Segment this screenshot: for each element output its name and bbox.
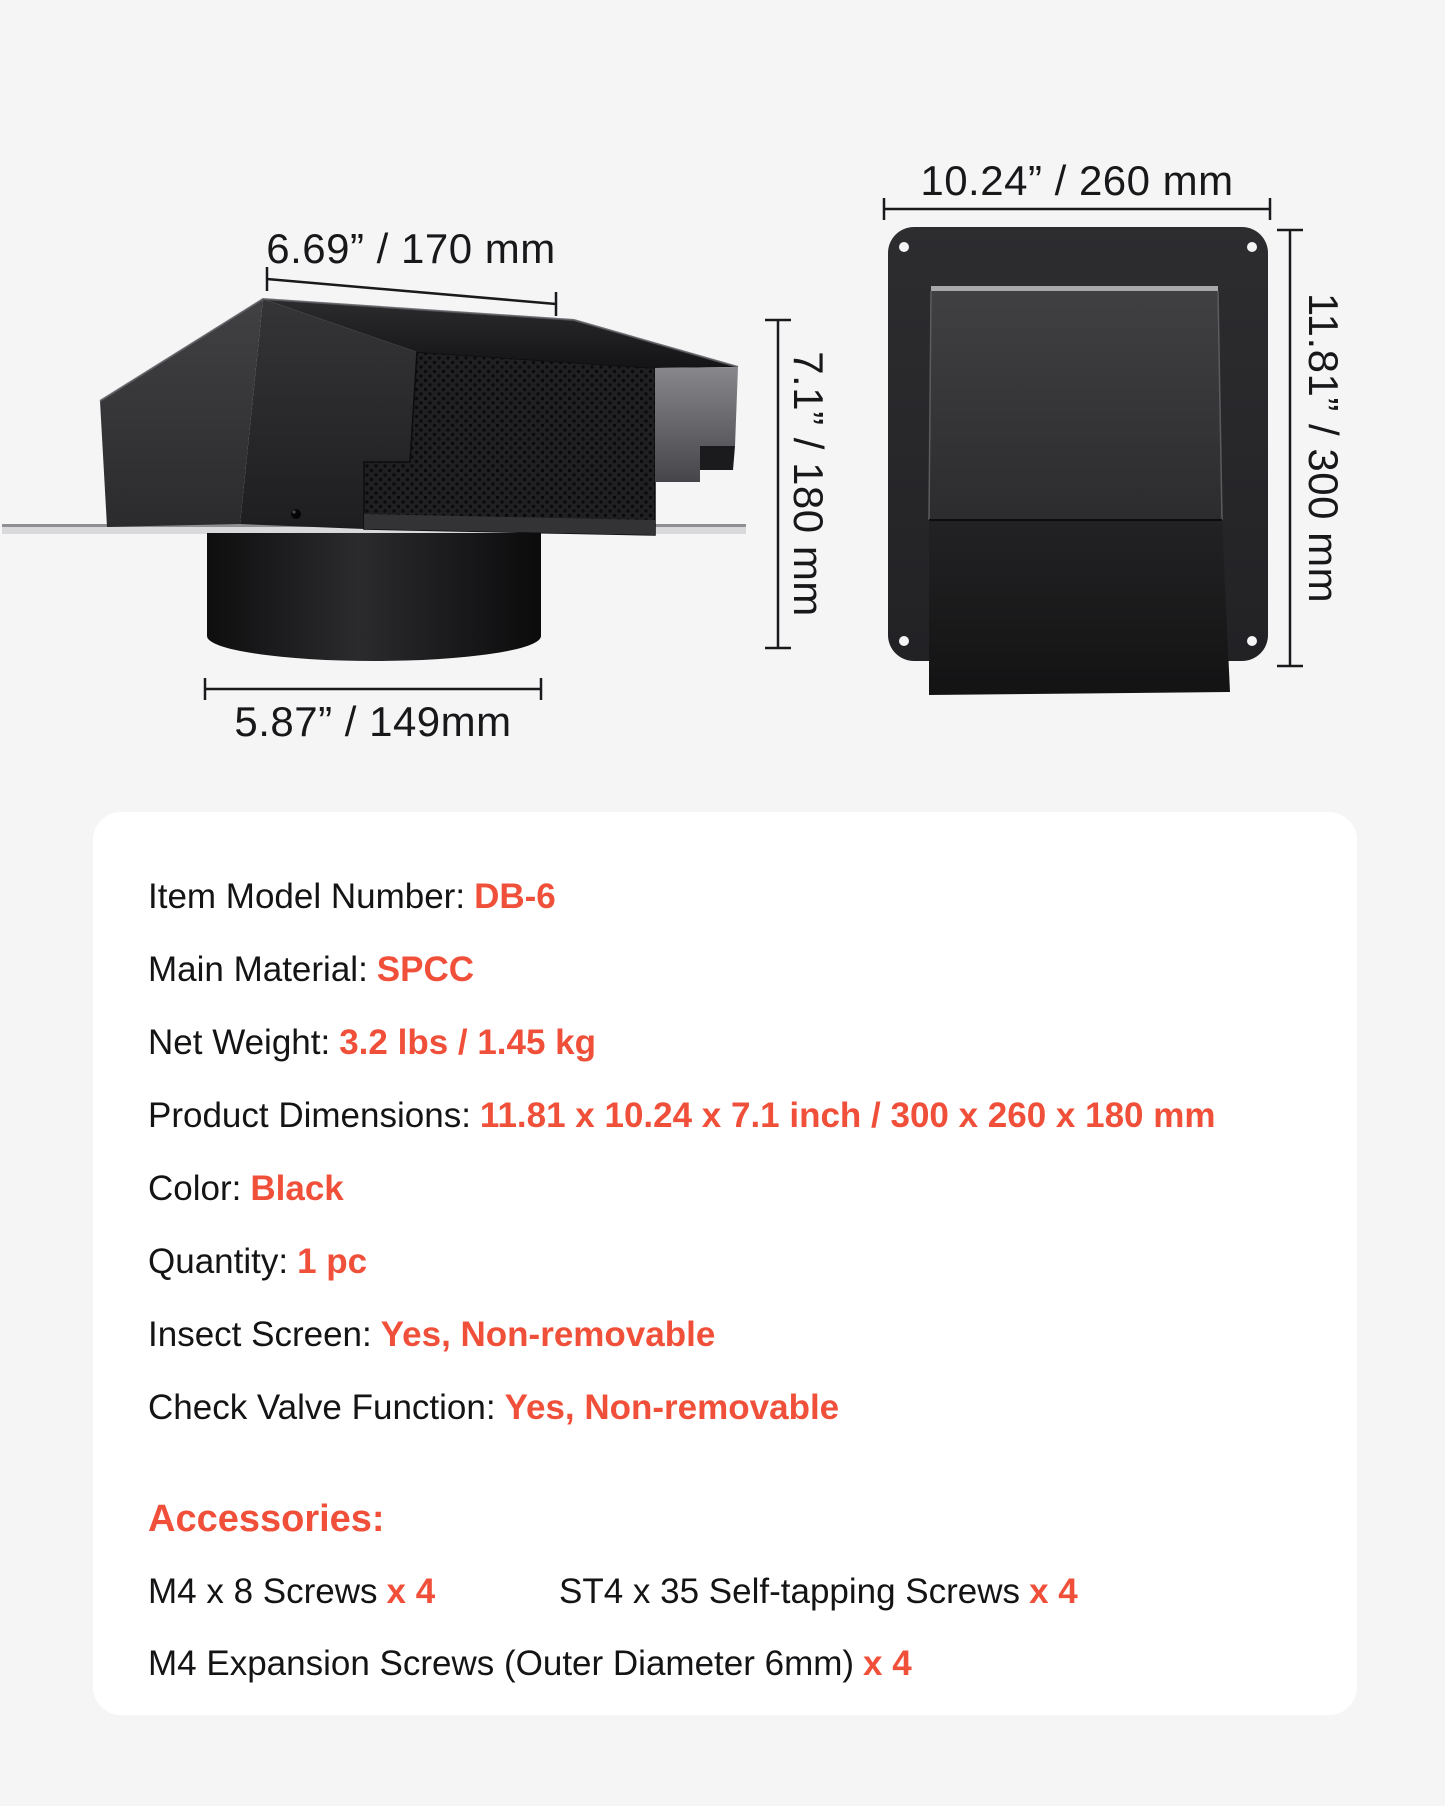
spec-row-model: [148, 876, 556, 918]
dim-label-cap-height: 7.1” / 180 mm: [785, 351, 832, 617]
accessory-label: M4 Expansion Screws (Outer Diameter 6mm): [148, 1644, 855, 1683]
spec-row-material: [148, 949, 474, 991]
spec-label: Item Model Number:: [148, 877, 466, 916]
dim-label-duct-diameter: 5.87” / 149mm: [234, 698, 512, 745]
accessories-heading: Accessories:: [148, 1498, 385, 1540]
accessory-count: x 4: [386, 1572, 436, 1611]
spec-row-color: [148, 1168, 344, 1210]
spec-label: Product Dimensions:: [148, 1096, 471, 1135]
spec-value: 1 pc: [297, 1242, 368, 1281]
spec-row-insect-screen: [148, 1314, 715, 1356]
accessory-label: ST4 x 35 Self-tapping Screws: [559, 1572, 1021, 1611]
accessory-count: x 4: [1029, 1572, 1078, 1611]
dim-label-plate-width: 10.24” / 260 mm: [920, 157, 1234, 204]
spec-value: Yes, Non-removable: [380, 1315, 716, 1354]
dim-label-cap-width: 6.69” / 170 mm: [266, 225, 556, 272]
dim-label-plate-height: 11.81” / 300 mm: [1300, 292, 1347, 604]
accessory-m4-screws: [148, 1571, 435, 1613]
spec-row-quantity: [148, 1241, 367, 1283]
back-plate-front-illustration: [888, 227, 1268, 695]
spec-label: Main Material:: [148, 950, 368, 989]
spec-card: [93, 812, 1357, 1715]
spec-value: Black: [250, 1169, 344, 1208]
spec-value: SPCC: [376, 950, 475, 989]
spec-row-check-valve: [148, 1387, 839, 1429]
accessory-st4-screws: [559, 1571, 1078, 1613]
spec-value: DB-6: [474, 877, 556, 916]
vent-cap-side-illustration: [2, 299, 746, 661]
spec-value: 3.2 lbs / 1.45 kg: [339, 1023, 597, 1062]
spec-value: Yes, Non-removable: [504, 1388, 840, 1427]
accessory-expansion-screws: [148, 1643, 912, 1685]
spec-label: Quantity:: [148, 1242, 289, 1281]
spec-row-dimensions: [148, 1095, 1215, 1137]
spec-label: Check Valve Function:: [148, 1388, 496, 1427]
spec-value: 11.81 x 10.24 x 7.1 inch / 300 x 260 x 180 mm: [479, 1096, 1216, 1135]
dimension-diagram: [0, 0, 1445, 780]
spec-row-weight: [148, 1022, 596, 1064]
spec-label: Insect Screen:: [148, 1315, 372, 1354]
spec-label: Color:: [148, 1169, 242, 1208]
spec-label: Net Weight:: [148, 1023, 331, 1062]
accessory-count: x 4: [863, 1644, 912, 1683]
accessory-label: M4 x 8 Screws: [148, 1572, 378, 1611]
